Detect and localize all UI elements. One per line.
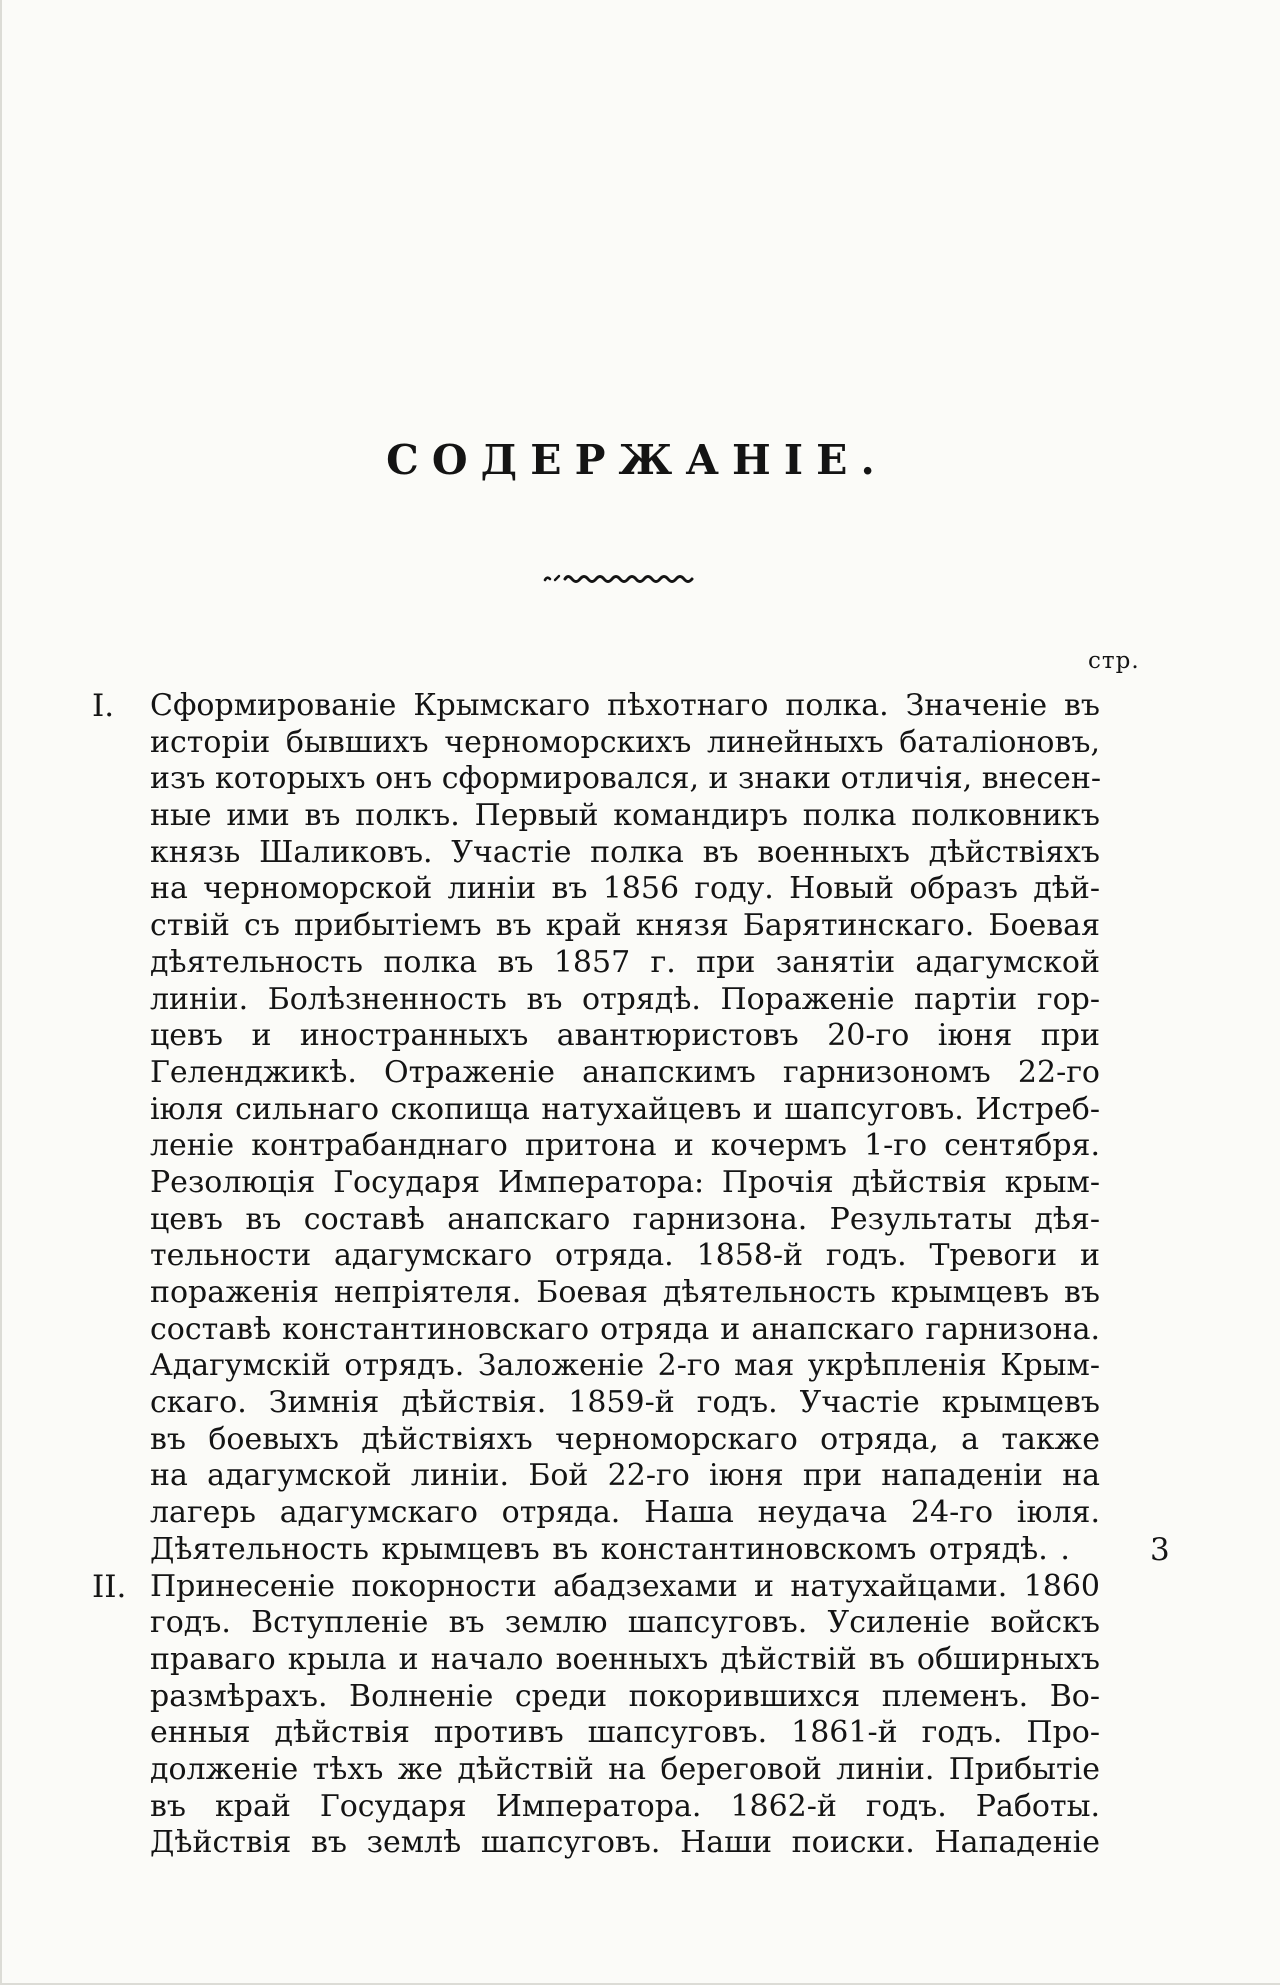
toc-line: линіи. Болѣзненность въ отрядѣ. Пораженіе партіи гор- (150, 981, 1100, 1017)
entry-lines (150, 688, 1100, 1569)
toc-line: на черноморской линіи въ 1856 году. Новый образъ дѣй- (150, 871, 1100, 907)
toc-line: Адагумскій отрядъ. Заложеніе 2-го мая укрѣпленія Крым- (150, 1348, 1100, 1384)
toc-line: пораженія непріятеля. Боевая дѣятельность крымцевъ въ (150, 1275, 1100, 1310)
toc-line: енныя дѣйствія противъ шапсуговъ. 1861-й годъ. Про- (150, 1715, 1100, 1751)
toc-line: ствій съ прибытіемъ въ край князя Барятинскаго. Боевая (150, 908, 1100, 944)
scan-edge-left (0, 0, 2, 1985)
entry-page-number: 3 (1150, 1532, 1170, 1568)
toc-line: дѣятельность полка въ 1857 г. при занятіи адагумской (150, 944, 1100, 980)
toc-line: Резолюція Государя Императора: Прочія дѣйствія крым- (150, 1164, 1100, 1200)
toc-line: Дѣйствія въ землѣ шапсуговъ. Наши поиски. Нападеніе (150, 1825, 1100, 1861)
toc-entry-1 (88, 688, 1100, 1569)
toc-line: тельности адагумскаго отряда. 1858-й годъ. Тревоги и (150, 1238, 1100, 1274)
toc-line: на адагумской линіи. Бой 22-го іюня при нападеніи на (150, 1458, 1100, 1494)
entry-numeral: I. (92, 688, 115, 724)
toc-line: Сформированіе Крымскаго пѣхотнаго полка. Значеніе въ (150, 688, 1100, 723)
entry-numeral: II. (92, 1568, 127, 1605)
toc-line: Принесеніе покорности абадзехами и натухайцами. 1860 (150, 1568, 1100, 1604)
toc-line: ные ими въ полкъ. Первый командиръ полка полковникъ (150, 798, 1100, 834)
toc-line: исторіи бывшихъ черноморскихъ линейныхъ баталіоновъ, (150, 724, 1100, 760)
toc-line: Дѣятельность крымцевъ въ константиновскомъ отрядѣ. . (150, 1531, 1070, 1567)
toc-line: лагерь адагумскаго отряда. Наша неудача 24-го іюля. (150, 1495, 1100, 1531)
page-column-header: стр. (1088, 648, 1140, 674)
toc-line: Геленджикѣ. Отраженіе анапскимъ гарнизономъ 22-го (150, 1054, 1100, 1090)
toc-line: цевъ и иностранныхъ авантюристовъ 20-го іюня при (150, 1018, 1100, 1054)
toc-line: размѣрахъ. Волненіе среди покорившихся племенъ. Во- (150, 1678, 1100, 1714)
toc-line: годъ. Вступленіе въ землю шапсуговъ. Усиленіе войскъ (150, 1605, 1100, 1641)
toc-line: составѣ константиновскаго отряда и анапскаго гарнизона. (150, 1311, 1100, 1347)
toc-entry-2 (88, 1569, 1100, 1863)
toc-line: іюля сильнаго скопища натухайцевъ и шапсуговъ. Истреб- (150, 1091, 1100, 1127)
toc-line: леніе контрабанднаго притона и кочермъ 1-го сентября. (150, 1128, 1100, 1164)
toc-line: цевъ въ составѣ анапскаго гарнизона. Результаты дѣя- (150, 1201, 1100, 1237)
toc-line: долженіе тѣхъ же дѣйствій на береговой линіи. Прибытіе (150, 1751, 1100, 1787)
ornamental-squiggle-divider (543, 570, 703, 590)
toc-line: скаго. Зимнія дѣйствія. 1859-й годъ. Участіе крымцевъ (150, 1385, 1100, 1421)
table-of-contents (88, 688, 1100, 1862)
toc-line: изъ которыхъ онъ сформировался, и знаки отличія, внесен- (150, 761, 1102, 797)
toc-line: праваго крыла и начало военныхъ дѣйствій въ обширныхъ (150, 1641, 1100, 1677)
toc-line: въ боевыхъ дѣйствіяхъ черноморскаго отряда, а также (150, 1421, 1100, 1457)
toc-line: князь Шаликовъ. Участіе полка въ военныхъ дѣйствіяхъ (150, 834, 1100, 870)
entry-lines (150, 1569, 1100, 1863)
toc-line: въ край Государя Императора. 1862-й годъ. Работы. (150, 1788, 1100, 1824)
page-title: СОДЕРЖАНІЕ. (386, 436, 888, 484)
